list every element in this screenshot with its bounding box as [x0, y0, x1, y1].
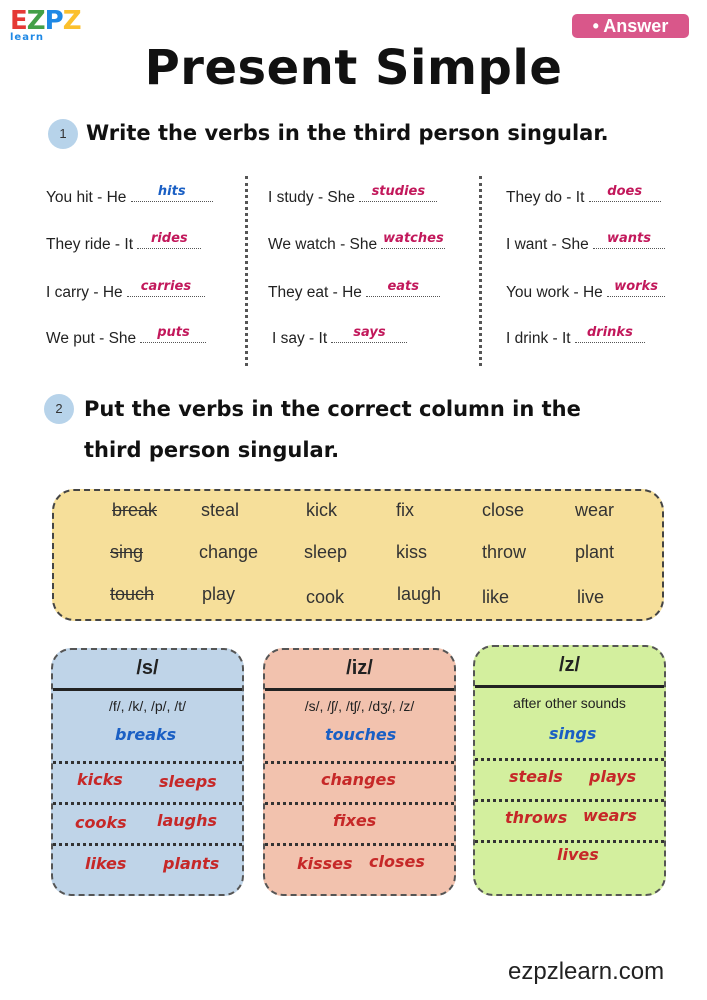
answer-row — [53, 723, 242, 761]
answer-row — [475, 799, 664, 840]
sound-column-s — [51, 648, 244, 896]
word-item: like — [482, 587, 510, 607]
answer-row — [475, 840, 664, 881]
answer-text: studies — [371, 184, 426, 199]
answer-row — [475, 758, 664, 799]
answer-word: breaks — [115, 725, 177, 744]
answer-row — [265, 802, 454, 843]
answer-word: touches — [325, 725, 397, 744]
answer-word: plants — [163, 854, 220, 873]
exercise-2-heading-line2: third person singular. — [84, 438, 340, 462]
answer-text: carries — [140, 279, 192, 294]
answer-word: likes — [85, 854, 127, 873]
word-item: break — [112, 500, 158, 520]
answer-row — [265, 761, 454, 802]
page-title: Present Simple — [144, 40, 563, 96]
answer-row — [265, 723, 454, 761]
word-item: fix — [396, 500, 414, 520]
column-divider — [245, 176, 248, 366]
word-item: cook — [306, 587, 345, 607]
answer-text: drinks — [587, 325, 633, 340]
word-item: sleep — [304, 542, 348, 562]
column-sounds: /f/, /k/, /p/, /t/ — [108, 698, 187, 714]
word-item: laugh — [397, 584, 442, 604]
answer-text: wants — [607, 231, 652, 246]
word-item: sing — [110, 542, 144, 562]
answer-word: wears — [583, 806, 637, 825]
column-sounds: /s/, /ʃ/, /tʃ/, /dʒ/, /z/ — [304, 698, 415, 714]
answer-word: kicks — [77, 770, 123, 789]
answer-row — [53, 802, 242, 843]
word-item: live — [577, 587, 605, 607]
word-item: throw — [482, 542, 527, 562]
word-item: play — [202, 584, 236, 604]
exercise-item: They ride - It rides — [46, 234, 201, 254]
exercise-item: We watch - She watches — [268, 231, 444, 253]
answer-text: hits — [157, 184, 186, 199]
word-item: close — [482, 500, 525, 520]
exercise-item: I want - She wants — [506, 234, 665, 254]
exercise-item: You work - He works — [506, 282, 665, 302]
column-header: /s/ — [53, 650, 242, 691]
word-item: steal — [201, 500, 240, 520]
answer-word: fixes — [333, 811, 377, 830]
exercise-item: I carry - He carries — [46, 282, 205, 302]
answer-word: sings — [549, 724, 597, 743]
word-item: touch — [110, 584, 155, 604]
answer-word: changes — [321, 770, 396, 789]
exercise-item: I say - It says — [272, 328, 407, 348]
exercise-item: I study - She studies — [268, 187, 437, 207]
answer-word: plays — [589, 767, 637, 786]
exercise-item: I drink - It drinks — [506, 328, 645, 348]
answer-text: watches — [383, 231, 444, 246]
answer-text: does — [607, 184, 643, 199]
answer-word: sleeps — [159, 772, 217, 791]
column-divider — [479, 176, 482, 366]
answer-text: says — [353, 325, 386, 340]
exercise-item: You hit - He hits — [46, 187, 213, 207]
answer-text: eats — [387, 279, 419, 294]
answer-word: cooks — [75, 813, 127, 832]
word-item: plant — [575, 542, 615, 562]
answer-row — [265, 843, 454, 884]
answer-badge: • Answer — [572, 14, 689, 38]
column-header: /iz/ — [265, 650, 454, 691]
footer-url: ezpzlearn.com — [508, 958, 665, 985]
answer-text: works — [614, 279, 658, 294]
answer-word: closes — [369, 852, 425, 871]
answer-row — [53, 843, 242, 884]
answer-text: puts — [157, 325, 190, 340]
column-sounds: after other sounds — [513, 695, 626, 711]
logo-subtext: learn — [10, 32, 45, 43]
sound-column-iz — [263, 648, 456, 896]
answer-word: throws — [505, 808, 568, 827]
answer-row — [53, 761, 242, 802]
column-header: /z/ — [475, 647, 664, 688]
word-item: kick — [306, 500, 337, 520]
answer-word: laughs — [157, 811, 218, 830]
answer-word: lives — [557, 845, 599, 864]
exercise-1-heading: Write the verbs in the third person singular. — [86, 121, 609, 145]
word-item: wear — [575, 500, 615, 520]
answer-word: kisses — [297, 854, 353, 873]
word-item: change — [199, 542, 259, 562]
exercise-item: We put - She puts — [46, 328, 206, 348]
word-item: kiss — [396, 542, 427, 562]
answer-row — [475, 720, 664, 758]
answer-word: steals — [509, 767, 563, 786]
exercise-item: They eat - He eats — [268, 282, 440, 302]
exercise-1-number: 1 — [48, 119, 78, 149]
exercise-2-number: 2 — [44, 394, 74, 424]
exercise-item: They do - It does — [506, 187, 661, 207]
site-logo: EZPZ learn — [10, 6, 81, 43]
answer-text: rides — [150, 231, 188, 246]
exercise-2-heading-line1: Put the verbs in the correct column in the — [84, 397, 581, 421]
sound-column-z — [473, 645, 666, 896]
